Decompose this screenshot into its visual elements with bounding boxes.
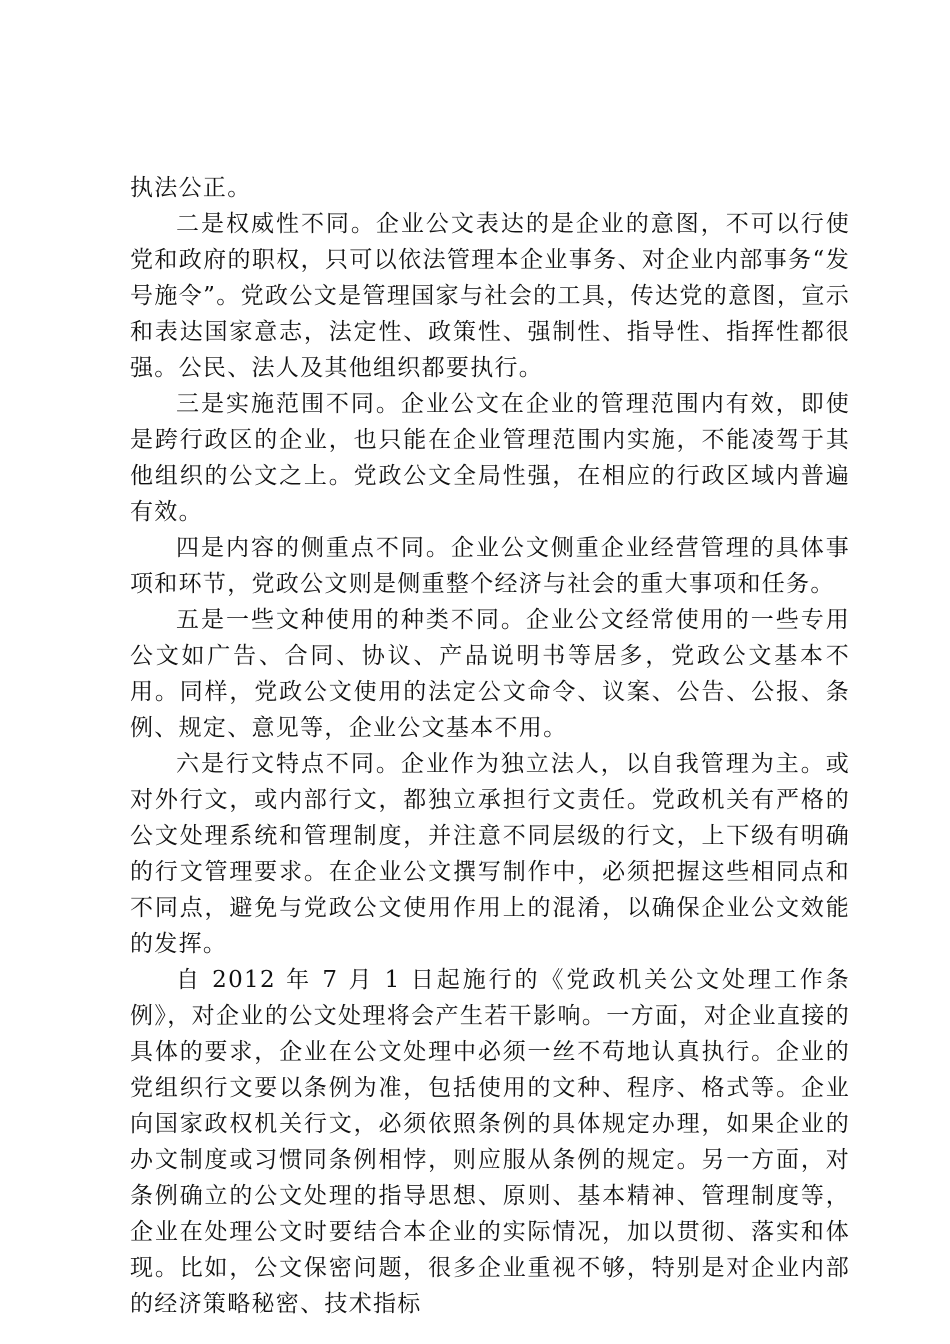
document-body <box>130 170 850 1322</box>
paragraph-authority: 二是权威性不同。企业公文表达的是企业的意图，不可以行使党和政府的职权，只可以依法管理本企业事务、对企业内部事务“发号施令”。党政公文是管理国家与社会的工具，传达党的意图，宣示和表达国家意志，法定性、政策性、强制性、指导性、指挥性都很强。公民、法人及其他组织都要执行。 <box>130 211 850 381</box>
paragraph-regulation-impact: 自 2012 年 7 月 1 日起施行的《党政机关公文处理工作条例》，对企业的公文处理将会产生若干影响。一方面，对企业直接的具体的要求，企业在公文处理中必须一丝不苟地认真执行。企业的党组织行文要以条例为准，包括使用的文种、程序、格式等。企业向国家政权机关行文，必须依照条例的具体规定办理，如果企业的办文制度或习惯同条例相悖，则应服从条例的规定。另一方面，对条例确立的公文处理的指导思想、原则、基本精神、管理制度等，企业在处理公文时要结合本企业的实际情况，加以贯彻、落实和体现。比如，公文保密问题，很多企业重视不够，特别是对企业内部的经济策略秘密、技术指标 <box>130 967 850 1317</box>
paragraph-characteristics: 六是行文特点不同。企业作为独立法人，以自我管理为主。或对外行文，或内部行文，都独立承担行文责任。党政机关有严格的公文处理系统和管理制度，并注意不同层级的行文，上下级有明确的行文管理要求。在企业公文撰写制作中，必须把握这些相同点和不同点，避免与党政公文使用作用上的混淆，以确保企业公文效能的发挥。 <box>130 751 850 957</box>
paragraph-continuation: 执法公正。 <box>130 175 252 201</box>
paragraph-scope: 三是实施范围不同。企业公文在企业的管理范围内有效，即使是跨行政区的企业，也只能在企业管理范围内实施，不能凌驾于其他组织的公文之上。党政公文全局性强，在相应的行政区域内普遍有效。 <box>130 391 850 525</box>
paragraph-focus: 四是内容的侧重点不同。企业公文侧重企业经营管理的具体事项和环节，党政公文则是侧重整个经济与社会的重大事项和任务。 <box>130 535 850 597</box>
paragraph-document-types: 五是一些文种使用的种类不同。企业公文经常使用的一些专用公文如广告、合同、协议、产品说明书等居多，党政公文基本不用。同样，党政公文使用的法定公文命令、议案、公告、公报、条例、规定、意见等，企业公文基本不用。 <box>130 607 850 741</box>
